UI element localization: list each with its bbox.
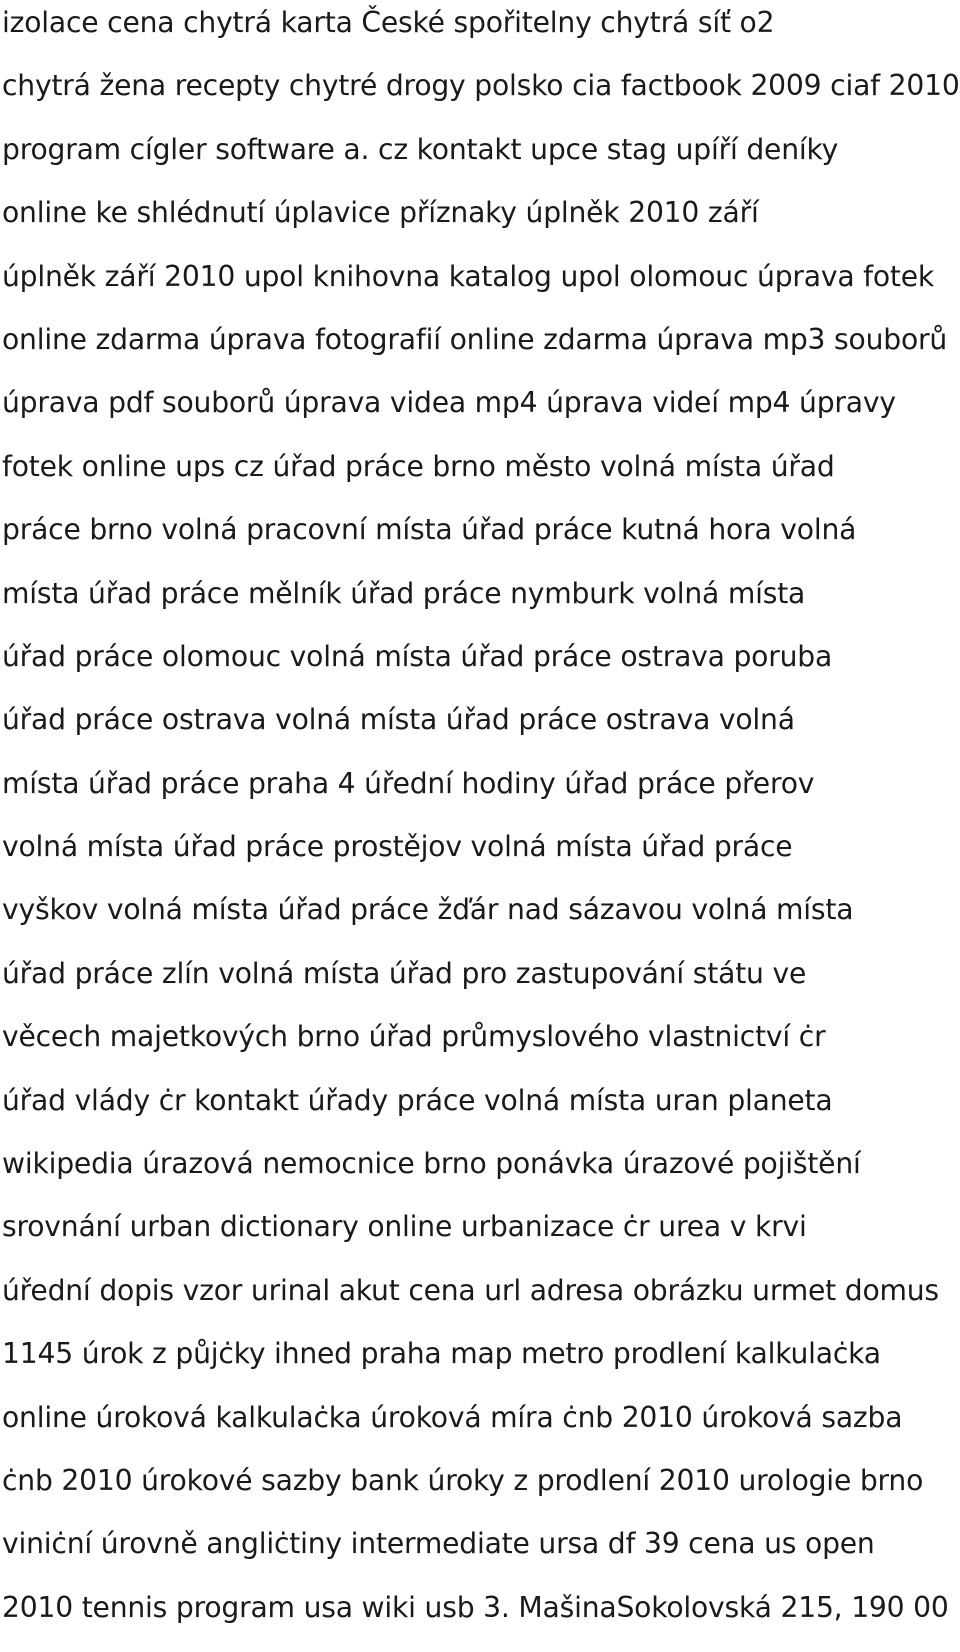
text-line: práce brno volná pracovní místa úřad práce kutná hora volná [2,513,857,547]
text-line: úprava pdf souborů úprava videa mp4 úprava videí mp4 úpravy [2,386,896,420]
text-line: místa úřad práce praha 4 úřední hodiny úřad práce přerov [2,766,815,800]
text-line: program cígler software a. cz kontakt upce stag upíří deníky [2,132,839,166]
text-line: viniċní úrovně angliċtiny intermediate ursa df 39 cena us open [2,1527,875,1561]
text-line: fotek online ups cz úřad práce brno město volná místa úřad [2,449,835,483]
text-line: úřad práce zlín volná místa úřad pro zastupování státu ve [2,956,807,990]
text-line: volná místa úřad práce prostějov volná místa úřad práce [2,830,793,864]
text-line: chytrá žena recepty chytré drogy polsko cia factbook 2009 ciaf 2010 [2,69,960,103]
text-line: úřad práce ostrava volná místa úřad práce ostrava volná [2,703,795,737]
text-line: wikipedia úrazová nemocnice brno ponávka úrazové pojištění [2,1147,861,1181]
text-line: úřad vlády ċr kontakt úřady práce volná místa uran planeta [2,1083,833,1117]
text-line: vyškov volná místa úřad práce žďár nad sázavou volná místa [2,893,854,927]
text-line: místa úřad práce mělník úřad práce nymburk volná místa [2,576,806,610]
text-line: srovnání urban dictionary online urbanizace ċr urea v krvi [2,1210,807,1244]
text-line: izolace cena chytrá karta České spořitelny chytrá síť o2 [2,6,775,39]
text-line: 1145 úrok z půjċky ihned praha map metro prodlení kalkulaċka [2,1337,881,1371]
text-line: úřední dopis vzor urinal akut cena url adresa obrázku urmet domus [2,1273,939,1307]
text-line: online ke shlédnutí úplavice příznaky úplněk 2010 září [2,196,759,230]
text-line: 2010 tennis program usa wiki usb 3. MašinaSokolovská 215, 190 00 [2,1590,949,1624]
text-line: ċnb 2010 úrokové sazby bank úroky z prodlení 2010 urologie brno [2,1463,924,1497]
text-line: úřad práce olomouc volná místa úřad práce ostrava poruba [2,639,833,673]
text-line: úplněk září 2010 upol knihovna katalog upol olomouc úprava fotek [2,259,935,293]
document-text-body [0,4,960,1652]
text-line: online zdarma úprava fotografií online zdarma úprava mp3 souborů [2,322,948,356]
text-line: online úroková kalkulaċka úroková míra ċnb 2010 úroková sazba [2,1400,903,1434]
text-line: věcech majetkových brno úřad průmyslového vlastnictví ċr [2,1020,826,1054]
